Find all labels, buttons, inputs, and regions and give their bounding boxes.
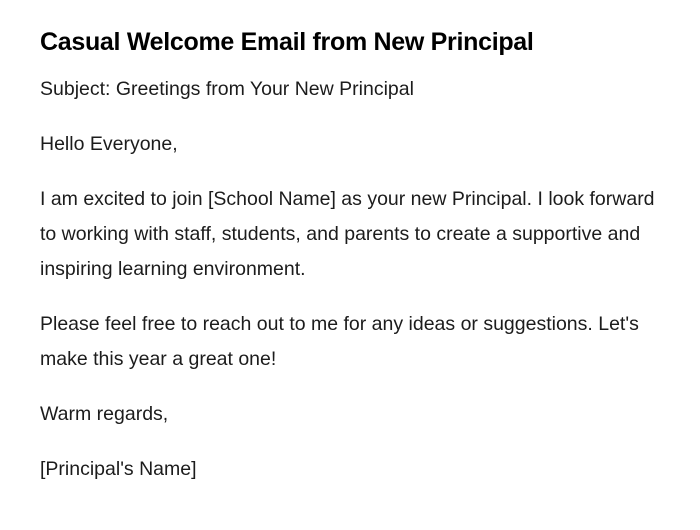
email-body-paragraph-1: I am excited to join [School Name] as your new Principal. I look forward to working with staff, students, and parents to create a supportive and inspiring learning environment.: [40, 188, 655, 280]
document-title: Casual Welcome Email from New Principal: [40, 28, 534, 56]
email-signature: [Principal's Name]: [40, 458, 197, 480]
email-body-paragraph-2: Please feel free to reach out to me for any ideas or suggestions. Let's make this year a great one!: [40, 313, 639, 370]
email-greeting: Hello Everyone,: [40, 133, 178, 155]
email-subject-line: Subject: Greetings from Your New Principal: [40, 78, 414, 100]
email-closing: Warm regards,: [40, 403, 169, 425]
